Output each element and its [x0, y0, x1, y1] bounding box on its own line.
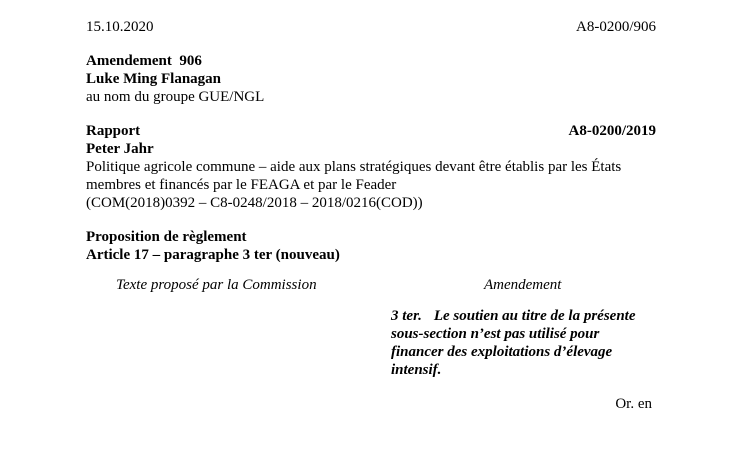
comparison-table [86, 276, 656, 379]
amendment-text-line-1: Le soutien au titre de la présente [433, 308, 636, 324]
amendment-text-line-2: sous-section n’est pas utilisé pour [391, 326, 600, 342]
document-reference: A8-0200/906 [576, 19, 656, 35]
report-block [86, 122, 656, 212]
original-language: Or. en [615, 396, 652, 412]
amendment-text [391, 307, 656, 379]
amendment-column-header: Amendement [484, 277, 562, 293]
report-subject-line-1: Politique agricole commune – aide aux plans stratégiques devant être établis par les États [86, 159, 622, 175]
amendment-title: Amendement 906 [86, 53, 202, 69]
report-label: Rapport [86, 123, 141, 139]
commission-column-header: Texte proposé par la Commission [116, 277, 317, 293]
document-header [86, 18, 656, 36]
document-date: 15.10.2020 [86, 19, 154, 35]
amendment-author: Luke Ming Flanagan [86, 71, 222, 87]
proposal-label: Proposition de règlement [86, 229, 247, 245]
amendment-text-line-3: financer des exploitations d’élevage [391, 344, 613, 360]
amendment-text-line-4: intensif. [391, 362, 442, 378]
amendment-text-number: 3 ter. [391, 308, 422, 324]
amendment-block [86, 52, 656, 106]
report-rapporteur: Peter Jahr [86, 141, 154, 157]
proposal-article: Article 17 – paragraphe 3 ter (nouveau) [86, 247, 340, 263]
report-procedure: (COM(2018)0392 – C8-0248/2018 – 2018/0216(COD)) [86, 195, 423, 211]
amendment-column [391, 276, 656, 379]
report-subject-line-2: membres et financés par le FEAGA et par le Feader [86, 177, 397, 193]
commission-column [86, 276, 391, 379]
report-number: A8-0200/2019 [568, 123, 656, 139]
amendment-document [86, 18, 656, 413]
amendment-group: au nom du groupe GUE/NGL [86, 89, 265, 105]
proposal-block [86, 228, 656, 264]
